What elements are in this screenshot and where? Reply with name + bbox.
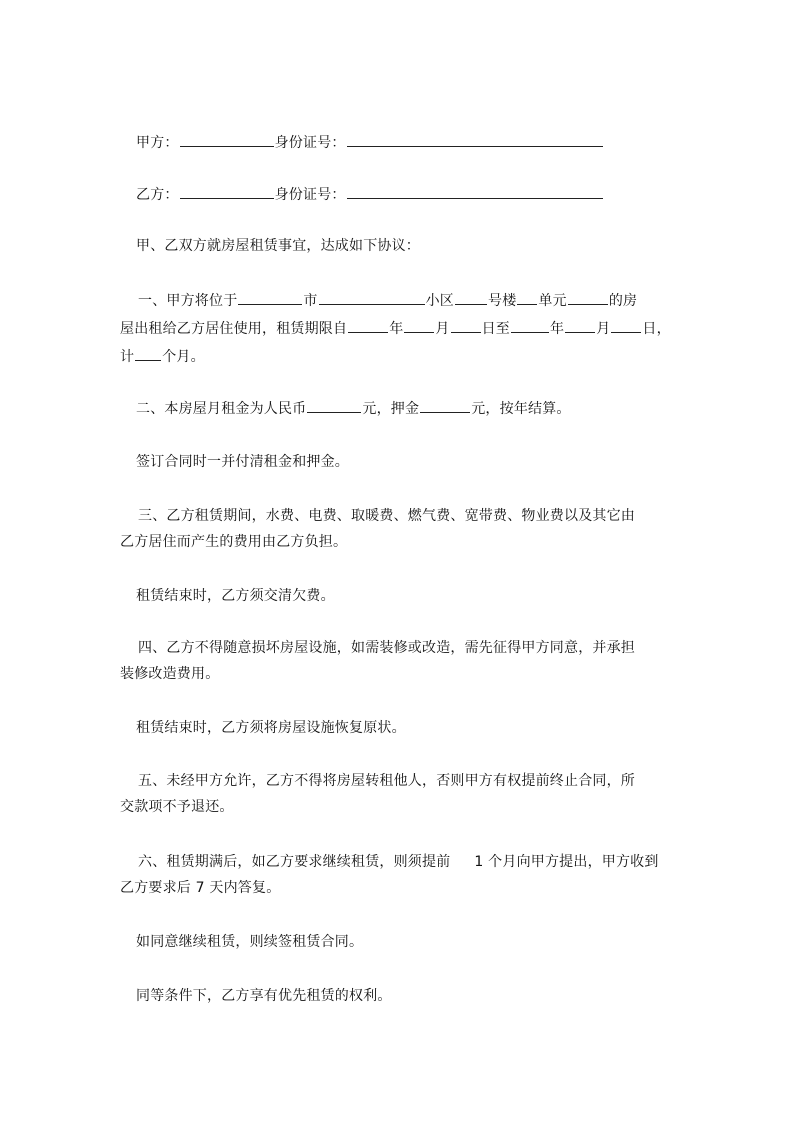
clause2-text-2: 元，押金	[362, 401, 420, 417]
clause3-text-1: 三、乙方租赁期间，水费、电费、取暖费、燃气费、宽带费、物业费以及其它由	[138, 508, 635, 524]
clause4-sub-text: 租赁结束时，乙方须将房屋设施恢复原状。	[136, 720, 406, 736]
clause2-text-1: 二、本房屋月租金为人民币	[136, 401, 307, 417]
clause1-line3	[120, 346, 205, 367]
clause1-text-6: 的房	[608, 293, 638, 309]
party-a-label: 甲方：	[136, 135, 179, 151]
clause6-sub1	[136, 932, 363, 952]
end-year-blank[interactable]	[511, 318, 549, 333]
clause2-line1	[136, 398, 571, 419]
clause6-line2	[120, 878, 280, 898]
clause3-line1	[138, 506, 635, 526]
clause1-text-15: 个月。	[162, 349, 205, 365]
start-year-blank[interactable]	[348, 318, 388, 333]
clause6-sub2-text: 同等条件下，乙方享有优先租赁的权利。	[136, 988, 392, 1004]
clause6-sub2	[136, 986, 392, 1006]
clause4-line1	[138, 638, 635, 658]
party-a-id-label: 身份证号：	[274, 135, 346, 151]
intro-line	[136, 236, 420, 256]
room-blank[interactable]	[568, 290, 608, 305]
end-day-blank[interactable]	[611, 318, 641, 333]
clause6-text-3: 乙方要求后 7 天内答复。	[120, 880, 281, 896]
clause6-sub1-text: 如同意继续租赁，则续签租赁合同。	[136, 934, 364, 950]
unit-blank[interactable]	[517, 290, 537, 305]
clause1-text-1: 一、甲方将位于	[138, 293, 238, 309]
deposit-blank[interactable]	[420, 398, 470, 413]
clause1-text-10: 日至	[481, 321, 511, 337]
clause6-text-1: 六、租赁期满后，如乙方要求继续租赁，则须提前	[138, 854, 451, 870]
clause1-line1	[138, 290, 637, 311]
clause2-sub-text: 签订合同时一并付清租金和押金。	[136, 454, 349, 470]
start-month-blank[interactable]	[404, 318, 434, 333]
clause1-text-3: 小区	[425, 293, 455, 309]
clause5-text-2: 交款项不予退还。	[120, 799, 234, 815]
party-b-id-label: 身份证号：	[274, 187, 346, 203]
clause3-text-2: 乙方居住而产生的费用由乙方负担。	[120, 534, 348, 550]
clause5-text-1: 五、未经甲方允许，乙方不得将房屋转租他人，否则甲方有权提前终止合同，所	[138, 773, 635, 789]
clause2-sub	[136, 452, 349, 472]
clause5-line2	[120, 797, 234, 817]
party-a-name-blank[interactable]	[180, 132, 274, 147]
clause1-text-9: 月	[435, 321, 450, 337]
party-a-line	[136, 132, 604, 153]
clause6-line1	[138, 852, 659, 872]
clause4-line2	[120, 664, 219, 684]
clause4-sub	[136, 718, 406, 738]
clause1-line2	[120, 318, 671, 339]
clause1-text-14: 计	[120, 349, 135, 365]
clause1-text-5: 单元	[538, 293, 567, 309]
party-b-id-blank[interactable]	[347, 184, 603, 199]
clause1-text-4: 号楼	[488, 293, 517, 309]
months-blank[interactable]	[135, 346, 161, 361]
clause3-sub-text: 租赁结束时，乙方须交清欠费。	[136, 588, 335, 604]
party-b-name-blank[interactable]	[180, 184, 274, 199]
clause1-text-2: 市	[303, 293, 318, 309]
building-blank[interactable]	[455, 290, 487, 305]
clause4-text-1: 四、乙方不得随意损坏房屋设施，如需装修或改造，需先征得甲方同意，并承担	[138, 640, 635, 656]
clause1-text-13: 日，	[642, 321, 671, 337]
clause6-text-2: 1 个月向甲方提出，甲方收到	[474, 854, 659, 870]
clause3-sub	[136, 586, 335, 606]
party-a-id-blank[interactable]	[347, 132, 603, 147]
start-day-blank[interactable]	[451, 318, 481, 333]
intro-text: 甲、乙双方就房屋租赁事宜，达成如下协议：	[136, 238, 420, 254]
end-month-blank[interactable]	[565, 318, 595, 333]
community-blank[interactable]	[319, 290, 425, 305]
clause4-text-2: 装修改造费用。	[120, 666, 220, 682]
clause1-text-8: 年	[389, 321, 404, 337]
city-blank[interactable]	[238, 290, 302, 305]
clause1-text-12: 月	[596, 321, 611, 337]
party-b-label: 乙方：	[136, 187, 179, 203]
clause2-text-3: 元，按年结算。	[471, 401, 571, 417]
party-b-line	[136, 184, 604, 205]
clause5-line1	[138, 771, 635, 791]
clause1-text-11: 年	[550, 321, 565, 337]
clause3-line2	[120, 532, 347, 552]
clause1-text-7: 屋出租给乙方居住使用，租赁期限自	[120, 321, 348, 337]
monthly-rent-blank[interactable]	[307, 398, 361, 413]
